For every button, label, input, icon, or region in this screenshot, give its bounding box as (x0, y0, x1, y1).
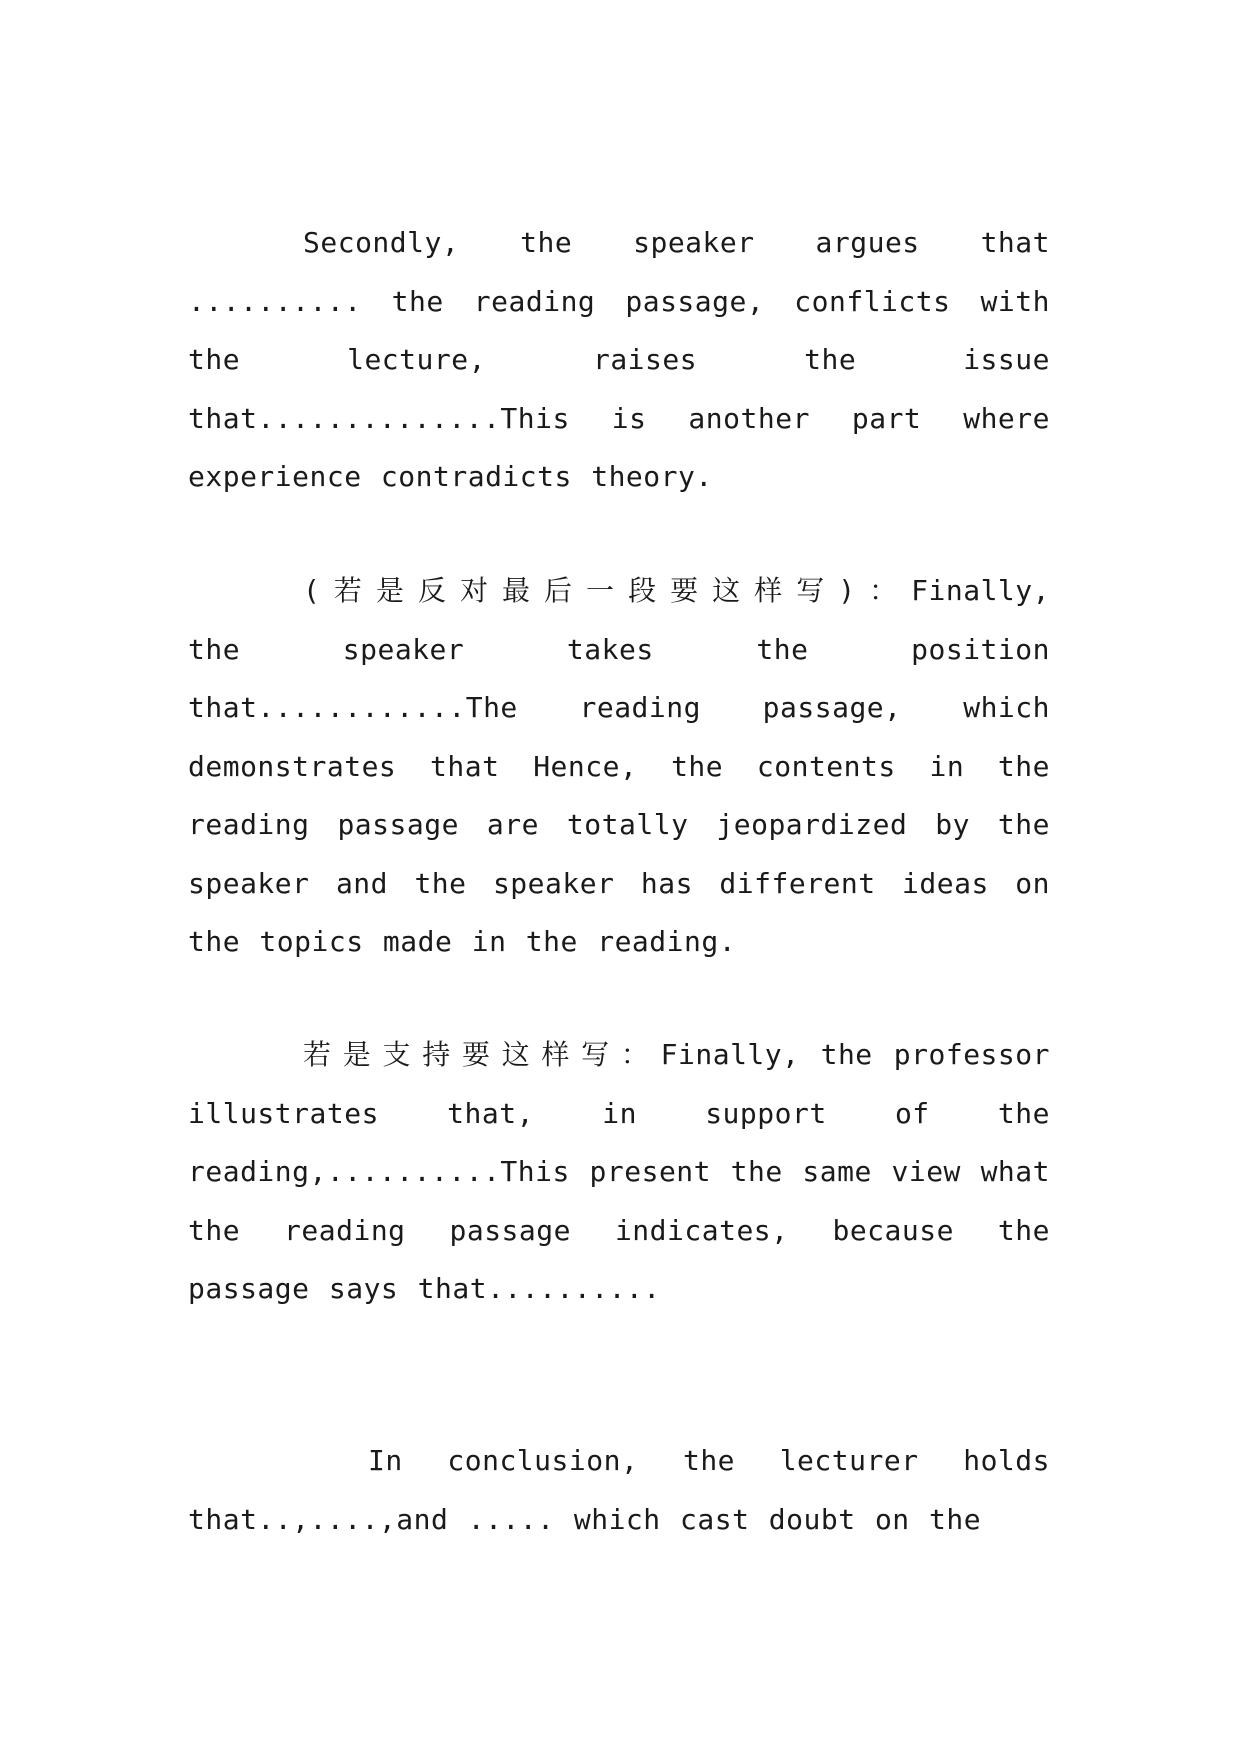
paragraph-finally-support (188, 1026, 1050, 1319)
paragraph-text: In conclusion, the lecturer holds that..,....,and ..... which cast doubt on the (188, 1444, 1050, 1536)
paragraph-text: Finally, the speaker takes the position that............The reading passage, which demonstrates that Hence, the contents in the reading passage are totally jeopardized by the speaker and the speaker has different ideas on the topics made in the reading. (188, 574, 1050, 958)
paragraph-finally-oppose (188, 562, 1050, 972)
paragraph-text: Finally, the professor illustrates that, in support of the reading,..........This present the same view what the reading passage indicates, because the passage says that.......... (188, 1038, 1050, 1305)
paragraph-prefix: (若是反对最后一段要这样写)： (303, 574, 912, 607)
paragraph-secondly (188, 214, 1050, 507)
paragraph-conclusion (188, 1432, 1050, 1549)
paragraph-prefix: 若是支持要这样写： (303, 1038, 661, 1071)
paragraph-text: Secondly, the speaker argues that .......... the reading passage, conflicts with the lecture, raises the issue that..............This is another part where experience contradicts theory. (188, 226, 1050, 493)
